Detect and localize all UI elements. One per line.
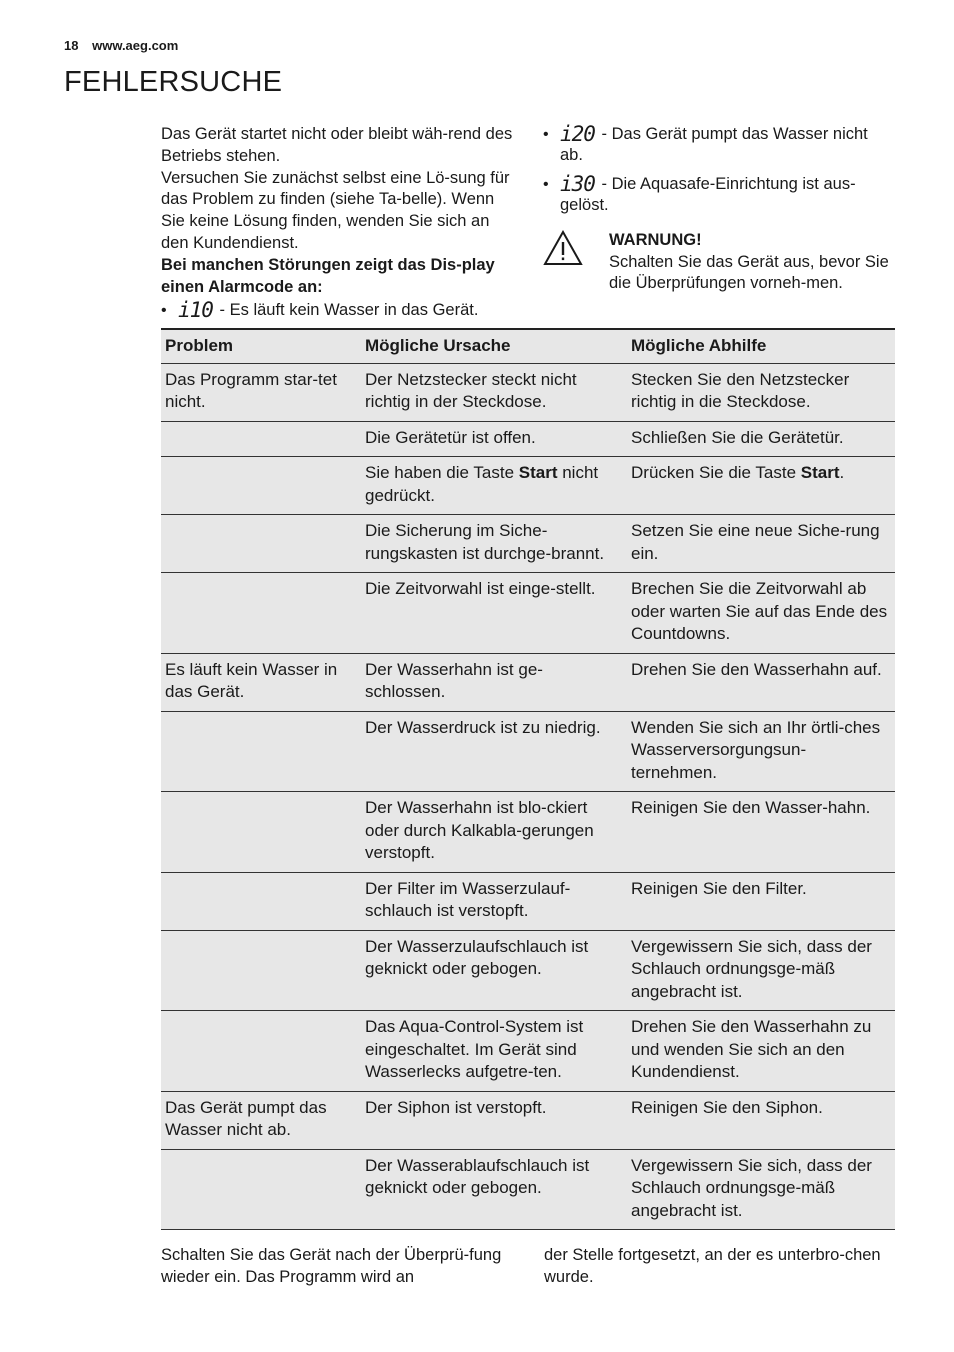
remedy-cell: Schließen Sie die Gerätetür. bbox=[627, 421, 895, 457]
warning-title: WARNUNG! bbox=[609, 231, 702, 249]
alarm-code: i10 bbox=[178, 298, 213, 323]
page-title: FEHLERSUCHE bbox=[64, 66, 283, 98]
problem-cell bbox=[161, 792, 361, 873]
problem-cell bbox=[161, 421, 361, 457]
intro-bold-text: Bei manchen Störungen zeigt das Dis-play einen Alarmcode an: bbox=[161, 255, 495, 296]
remedy-cell: Drehen Sie den Wasserhahn zu und wenden Sie sich an den Kundendienst. bbox=[627, 1011, 895, 1092]
column-header: Mögliche Abhilfe bbox=[627, 329, 895, 363]
cause-cell: Der Filter im Wasserzulauf-schlauch ist verstopft. bbox=[361, 872, 627, 930]
alarm-code-text: - Es läuft kein Wasser in das Gerät. bbox=[214, 301, 479, 320]
table-row bbox=[161, 515, 895, 573]
intro-paragraph-2: Versuchen Sie zunächst selbst eine Lö-sung für das Problem zu finden (siehe Ta-belle). Wenn Sie keine Lösung finden, wenden Sie sich an den Kundendienst. bbox=[161, 168, 510, 252]
cause-cell: Der Wasserhahn ist blo-ckiert oder durch Kalkabla-gerungen verstopft. bbox=[361, 792, 627, 873]
remedy-cell: Vergewissern Sie sich, dass der Schlauch ordnungsge-mäß angebracht ist. bbox=[627, 930, 895, 1011]
column-header: Mögliche Ursache bbox=[361, 329, 627, 363]
problem-cell bbox=[161, 1011, 361, 1092]
cause-cell: Sie haben die Taste Start nicht gedrückt. bbox=[361, 457, 627, 515]
remedy-cell: Drücken Sie die Taste Start. bbox=[627, 457, 895, 515]
column-header: Problem bbox=[161, 329, 361, 363]
table-row bbox=[161, 653, 895, 711]
table-row bbox=[161, 363, 895, 421]
table-row bbox=[161, 421, 895, 457]
bullet-icon: • bbox=[543, 126, 549, 143]
table-row bbox=[161, 711, 895, 792]
intro-column bbox=[161, 124, 513, 322]
warning-box bbox=[543, 230, 895, 295]
alarm-code-line bbox=[560, 174, 895, 216]
cause-cell: Das Aqua-Control-System ist eingeschaltet. Im Gerät sind Wasserlecks aufgetre-ten. bbox=[361, 1011, 627, 1092]
remedy-cell: Reinigen Sie den Filter. bbox=[627, 872, 895, 930]
cause-cell: Der Netzstecker steckt nicht richtig in der Steckdose. bbox=[361, 363, 627, 421]
table-row bbox=[161, 1149, 895, 1230]
problem-cell: Das Programm star-tet nicht. bbox=[161, 363, 361, 421]
table-row bbox=[161, 1011, 895, 1092]
cause-cell: Die Zeitvorwahl ist einge-stellt. bbox=[361, 573, 627, 654]
alarm-code-text: - Die Aquasafe-Einrichtung ist aus-gelöst. bbox=[560, 175, 856, 214]
problem-cell bbox=[161, 930, 361, 1011]
site-url: www.aeg.com bbox=[92, 38, 179, 53]
start-key-name: Start bbox=[800, 463, 840, 482]
problem-cell bbox=[161, 1149, 361, 1230]
cause-cell: Die Gerätetür ist offen. bbox=[361, 421, 627, 457]
warning-triangle-icon bbox=[543, 230, 609, 295]
table-row bbox=[161, 1091, 895, 1149]
alarm-code-line bbox=[178, 300, 478, 322]
remedy-cell: Brechen Sie die Zeitvorwahl ab oder warten Sie auf das Ende des Countdowns. bbox=[627, 573, 895, 654]
cause-cell: Der Wasserzulaufschlauch ist geknickt oder gebogen. bbox=[361, 930, 627, 1011]
problem-cell bbox=[161, 515, 361, 573]
problem-cell bbox=[161, 711, 361, 792]
footer-column-2: der Stelle fortgesetzt, an der es unterbro-chen wurde. bbox=[544, 1246, 881, 1286]
problem-cell bbox=[161, 573, 361, 654]
problem-cell bbox=[161, 872, 361, 930]
page-header bbox=[64, 38, 178, 53]
alarm-code-item bbox=[543, 124, 895, 166]
problem-cell bbox=[161, 457, 361, 515]
remedy-cell: Reinigen Sie den Siphon. bbox=[627, 1091, 895, 1149]
problem-cell: Das Gerät pumpt das Wasser nicht ab. bbox=[161, 1091, 361, 1149]
remedy-cell: Wenden Sie sich an Ihr örtli-ches Wasserversorgungsun-ternehmen. bbox=[627, 711, 895, 792]
table-row bbox=[161, 872, 895, 930]
warning-text-block bbox=[609, 230, 895, 295]
table-row bbox=[161, 573, 895, 654]
remedy-cell: Setzen Sie eine neue Siche-rung ein. bbox=[627, 515, 895, 573]
alarm-code-item bbox=[543, 174, 895, 216]
table-header-row bbox=[161, 329, 895, 363]
page-number: 18 bbox=[64, 38, 79, 53]
alarm-code: i20 bbox=[560, 122, 595, 146]
remedy-cell: Drehen Sie den Wasserhahn auf. bbox=[627, 653, 895, 711]
alarm-code-text: - Das Gerät pumpt das Wasser nicht ab. bbox=[560, 125, 868, 164]
bullet-icon: • bbox=[543, 176, 549, 193]
intro-paragraph-3 bbox=[161, 255, 513, 299]
footer-column-1: Schalten Sie das Gerät nach der Überprü-fung wieder ein. Das Programm wird an bbox=[161, 1246, 502, 1286]
table-row bbox=[161, 792, 895, 873]
alarm-code-item bbox=[161, 300, 513, 322]
cause-cell: Der Siphon ist verstopft. bbox=[361, 1091, 627, 1149]
alarm-code-line bbox=[560, 124, 895, 166]
remedy-cell: Vergewissern Sie sich, dass der Schlauch ordnungsge-mäß angebracht ist. bbox=[627, 1149, 895, 1230]
intro-paragraph-1: Das Gerät startet nicht oder bleibt wäh-rend des Betriebs stehen. bbox=[161, 125, 513, 165]
cause-cell: Die Sicherung im Siche-rungskasten ist durchge-brannt. bbox=[361, 515, 627, 573]
bullet-icon: • bbox=[161, 302, 167, 320]
cause-cell: Der Wasserdruck ist zu niedrig. bbox=[361, 711, 627, 792]
remedy-cell: Stecken Sie den Netzstecker richtig in die Steckdose. bbox=[627, 363, 895, 421]
alarm-code: i30 bbox=[560, 172, 595, 196]
footer-text bbox=[161, 1245, 895, 1288]
problem-cell: Es läuft kein Wasser in das Gerät. bbox=[161, 653, 361, 711]
cause-cell: Der Wasserablaufschlauch ist geknickt oder gebogen. bbox=[361, 1149, 627, 1230]
warning-text: Schalten Sie das Gerät aus, bevor Sie die Überprüfungen vorneh-men. bbox=[609, 252, 889, 292]
start-key-name: Start bbox=[518, 463, 558, 482]
table-row bbox=[161, 457, 895, 515]
troubleshooting-table bbox=[161, 328, 895, 1230]
remedy-cell: Reinigen Sie den Wasser-hahn. bbox=[627, 792, 895, 873]
table-row bbox=[161, 930, 895, 1011]
cause-cell: Der Wasserhahn ist ge-schlossen. bbox=[361, 653, 627, 711]
right-column bbox=[543, 124, 895, 295]
